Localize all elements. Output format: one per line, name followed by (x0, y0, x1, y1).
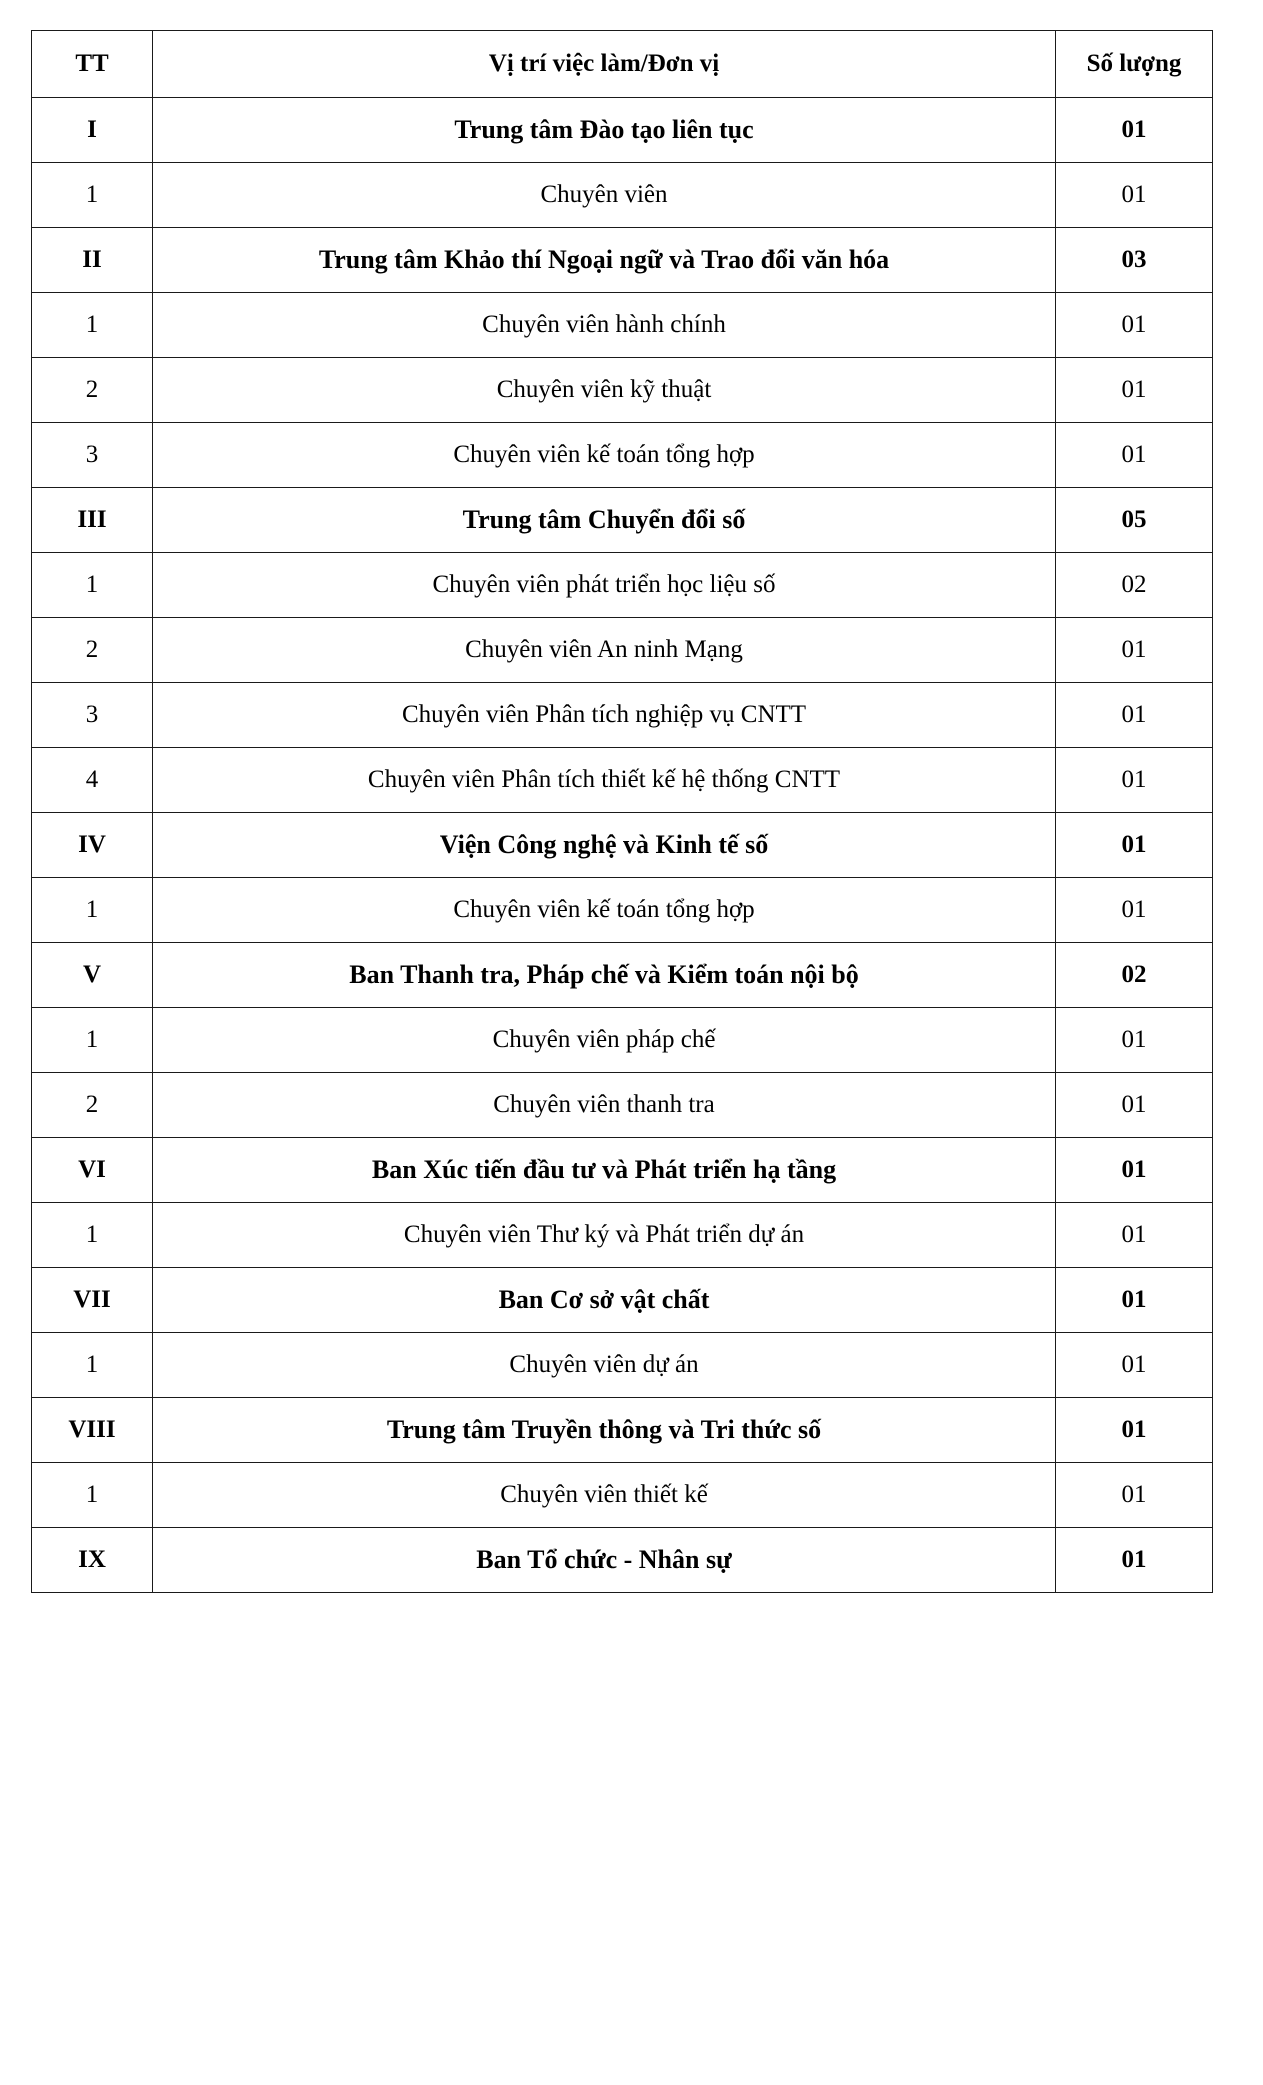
cell-tt: VII (32, 1268, 153, 1333)
cell-quantity: 02 (1056, 943, 1213, 1008)
cell-tt: I (32, 98, 153, 163)
cell-position: Chuyên viên kế toán tổng hợp (153, 878, 1056, 943)
table-row (32, 1073, 1213, 1138)
cell-quantity: 05 (1056, 488, 1213, 553)
cell-quantity: 01 (1056, 1463, 1213, 1528)
cell-position: Trung tâm Khảo thí Ngoại ngữ và Trao đổi văn hóa (153, 228, 1056, 293)
column-header-quantity: Số lượng (1056, 31, 1213, 98)
cell-tt: 1 (32, 1203, 153, 1268)
cell-position: Chuyên viên kỹ thuật (153, 358, 1056, 423)
cell-quantity: 01 (1056, 163, 1213, 228)
cell-position: Chuyên viên pháp chế (153, 1008, 1056, 1073)
table-row (32, 163, 1213, 228)
cell-quantity: 01 (1056, 98, 1213, 163)
table-row (32, 1333, 1213, 1398)
cell-position: Chuyên viên phát triển học liệu số (153, 553, 1056, 618)
cell-quantity: 01 (1056, 1008, 1213, 1073)
column-header-position: Vị trí việc làm/Đơn vị (153, 31, 1056, 98)
cell-quantity: 01 (1056, 1073, 1213, 1138)
cell-tt: 4 (32, 748, 153, 813)
cell-position: Chuyên viên hành chính (153, 293, 1056, 358)
cell-position: Chuyên viên kế toán tổng hợp (153, 423, 1056, 488)
table-row (32, 98, 1213, 163)
table-row (32, 748, 1213, 813)
cell-tt: 2 (32, 358, 153, 423)
cell-quantity: 01 (1056, 618, 1213, 683)
cell-position: Chuyên viên thiết kế (153, 1463, 1056, 1528)
cell-quantity: 02 (1056, 553, 1213, 618)
cell-tt: 1 (32, 1463, 153, 1528)
table-row (32, 943, 1213, 1008)
cell-quantity: 01 (1056, 293, 1213, 358)
table-row (32, 358, 1213, 423)
table-header-row (32, 31, 1213, 98)
table-row (32, 1528, 1213, 1593)
positions-table-container (31, 30, 1212, 1593)
cell-quantity: 01 (1056, 1528, 1213, 1593)
table-row (32, 553, 1213, 618)
cell-position: Trung tâm Chuyển đổi số (153, 488, 1056, 553)
cell-tt: 3 (32, 683, 153, 748)
cell-tt: 2 (32, 1073, 153, 1138)
table-row (32, 488, 1213, 553)
table-row (32, 618, 1213, 683)
cell-quantity: 01 (1056, 358, 1213, 423)
cell-quantity: 01 (1056, 423, 1213, 488)
table-row (32, 683, 1213, 748)
cell-position: Chuyên viên Phân tích nghiệp vụ CNTT (153, 683, 1056, 748)
cell-tt: IV (32, 813, 153, 878)
cell-quantity: 01 (1056, 1268, 1213, 1333)
cell-position: Trung tâm Đào tạo liên tục (153, 98, 1056, 163)
cell-quantity: 01 (1056, 683, 1213, 748)
cell-quantity: 01 (1056, 1203, 1213, 1268)
cell-tt: 1 (32, 293, 153, 358)
cell-tt: 1 (32, 878, 153, 943)
cell-quantity: 03 (1056, 228, 1213, 293)
cell-position: Chuyên viên Thư ký và Phát triển dự án (153, 1203, 1056, 1268)
cell-position: Ban Thanh tra, Pháp chế và Kiểm toán nội bộ (153, 943, 1056, 1008)
cell-tt: IX (32, 1528, 153, 1593)
column-header-tt: TT (32, 31, 153, 98)
table-row (32, 1398, 1213, 1463)
cell-quantity: 01 (1056, 878, 1213, 943)
cell-quantity: 01 (1056, 1398, 1213, 1463)
table-row (32, 878, 1213, 943)
cell-position: Ban Xúc tiến đầu tư và Phát triển hạ tầng (153, 1138, 1056, 1203)
cell-position: Trung tâm Truyền thông và Tri thức số (153, 1398, 1056, 1463)
cell-quantity: 01 (1056, 1138, 1213, 1203)
cell-position: Chuyên viên (153, 163, 1056, 228)
table-row (32, 293, 1213, 358)
table-row (32, 1203, 1213, 1268)
cell-position: Ban Tổ chức - Nhân sự (153, 1528, 1056, 1593)
cell-quantity: 01 (1056, 813, 1213, 878)
table-row (32, 1268, 1213, 1333)
cell-position: Chuyên viên An ninh Mạng (153, 618, 1056, 683)
table-header (32, 31, 1213, 98)
table-row (32, 228, 1213, 293)
cell-tt: III (32, 488, 153, 553)
cell-tt: 1 (32, 1333, 153, 1398)
cell-tt: V (32, 943, 153, 1008)
cell-tt: VI (32, 1138, 153, 1203)
cell-quantity: 01 (1056, 1333, 1213, 1398)
cell-tt: 1 (32, 163, 153, 228)
cell-tt: VIII (32, 1398, 153, 1463)
table-row (32, 1138, 1213, 1203)
table-row (32, 423, 1213, 488)
cell-tt: 1 (32, 1008, 153, 1073)
cell-quantity: 01 (1056, 748, 1213, 813)
cell-position: Chuyên viên Phân tích thiết kế hệ thống CNTT (153, 748, 1056, 813)
cell-tt: 1 (32, 553, 153, 618)
table-body (32, 98, 1213, 1593)
job-positions-table (31, 30, 1213, 1593)
cell-tt: 2 (32, 618, 153, 683)
table-row (32, 1008, 1213, 1073)
cell-position: Ban Cơ sở vật chất (153, 1268, 1056, 1333)
cell-position: Chuyên viên thanh tra (153, 1073, 1056, 1138)
cell-tt: 3 (32, 423, 153, 488)
cell-position: Viện Công nghệ và Kinh tế số (153, 813, 1056, 878)
table-row (32, 813, 1213, 878)
table-row (32, 1463, 1213, 1528)
cell-position: Chuyên viên dự án (153, 1333, 1056, 1398)
cell-tt: II (32, 228, 153, 293)
